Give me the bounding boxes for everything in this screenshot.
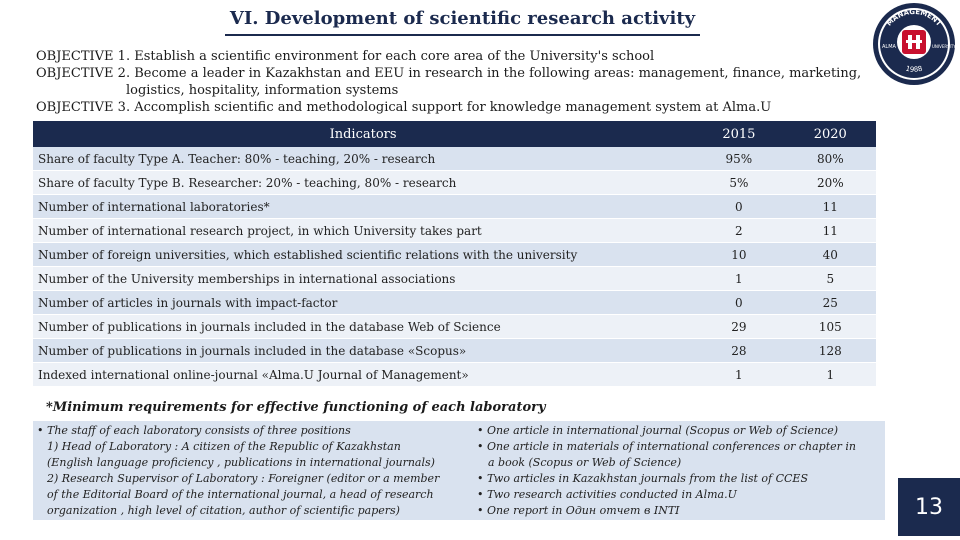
title-underline: [225, 34, 700, 36]
row-2020: 11: [785, 219, 876, 243]
objectives-list: [36, 48, 876, 116]
row-2015: 0: [693, 195, 784, 219]
row-indicator: Number of publications in journals included in the database Web of Science: [33, 315, 693, 339]
note-line: • One article in materials of international conferences or chapter in: [477, 440, 857, 453]
header-2020: 2020: [785, 121, 876, 147]
row-2020: 11: [785, 195, 876, 219]
row-2015: 95%: [693, 147, 784, 171]
row-indicator: Number of the University memberships in international associations: [33, 267, 693, 291]
note-line: of the Editorial Board of the international journal, a head of research: [47, 488, 434, 501]
note-line: • One report in Один отчет в INTI: [477, 504, 680, 517]
row-2020: 5: [785, 267, 876, 291]
note-line: a book (Scopus or Web of Science): [488, 456, 682, 469]
row-2015: 2: [693, 219, 784, 243]
objective-2-continued: logistics, hospitality, information systems: [126, 83, 399, 98]
note-line: • Two articles in Kazakhstan journals from the list of CCES: [477, 472, 808, 485]
note-line: • One article in international journal (Scopus or Web of Science): [477, 424, 838, 437]
table-row: [33, 171, 876, 195]
svg-text:1988: [905, 65, 924, 74]
row-2015: 1: [693, 363, 784, 387]
row-2015: 29: [693, 315, 784, 339]
requirements-output-column: [477, 423, 882, 519]
objective-3: OBJECTIVE 3. Accomplish scientific and methodological support for knowledge management system at Alma.U: [36, 100, 772, 115]
requirements-staff-column: [37, 423, 477, 519]
header-indicators: Indicators: [33, 121, 693, 147]
table-header-row: [33, 121, 876, 147]
row-2015: 28: [693, 339, 784, 363]
row-indicator: Number of foreign universities, which established scientific relations with the university: [33, 243, 693, 267]
row-indicator: Share of faculty Type A. Teacher: 80% - teaching, 20% - research: [33, 147, 693, 171]
indicators-table: [33, 121, 876, 387]
row-indicator: Number of international laboratories*: [33, 195, 693, 219]
row-2020: 1: [785, 363, 876, 387]
table-row: [33, 267, 876, 291]
row-2015: 5%: [693, 171, 784, 195]
row-2015: 1: [693, 267, 784, 291]
row-2020: 20%: [785, 171, 876, 195]
row-2020: 80%: [785, 147, 876, 171]
table-row: [33, 195, 876, 219]
logo-text-top: MANAGEMENT: [885, 7, 943, 28]
university-logo: [872, 2, 956, 86]
logo-year: 1988: [904, 64, 924, 74]
objective-1: OBJECTIVE 1. Establish a scientific environment for each core area of the University's school: [36, 49, 655, 64]
note-line: (English language proficiency , publications in international journals): [47, 456, 435, 469]
table-row: [33, 219, 876, 243]
table-row: [33, 315, 876, 339]
page-title: VI. Development of scientific research activity: [229, 8, 696, 29]
row-2020: 105: [785, 315, 876, 339]
table-row: [33, 339, 876, 363]
header-2015: 2015: [693, 121, 784, 147]
logo-text-left: ALMA: [882, 44, 896, 50]
row-2015: 0: [693, 291, 784, 315]
row-2015: 10: [693, 243, 784, 267]
table-row: [33, 243, 876, 267]
note-line: 1) Head of Laboratory : A citizen of the Republic of Kazakhstan: [47, 440, 401, 453]
row-indicator: Indexed international online-journal «Alma.U Journal of Management»: [33, 363, 693, 387]
table-row: [33, 291, 876, 315]
page-number: 13: [898, 478, 960, 536]
note-line: • Two research activities conducted in Alma.U: [477, 488, 737, 501]
requirements-box: [33, 421, 885, 520]
objective-2: OBJECTIVE 2. Become a leader in Kazakhstan and EEU in research in the following areas: management, finance, marketing,: [36, 66, 862, 81]
row-2020: 25: [785, 291, 876, 315]
table-row: [33, 363, 876, 387]
minimum-requirements-heading: *Minimum requirements for effective functioning of each laboratory: [46, 400, 546, 415]
note-line: organization , high level of citation, author of scientific papers): [47, 504, 400, 517]
table-row: [33, 147, 876, 171]
row-2020: 40: [785, 243, 876, 267]
row-indicator: Share of faculty Type B. Researcher: 20% - teaching, 80% - research: [33, 171, 693, 195]
row-indicator: Number of international research project, in which University takes part: [33, 219, 693, 243]
note-line: 2) Research Supervisor of Laboratory : Foreigner (editor or a member: [47, 472, 440, 485]
logo-text-right: UNIVERSITY: [932, 44, 956, 49]
row-indicator: Number of publications in journals included in the database «Scopus»: [33, 339, 693, 363]
note-line: • The staff of each laboratory consists of three positions: [37, 424, 351, 437]
row-2020: 128: [785, 339, 876, 363]
row-indicator: Number of articles in journals with impact-factor: [33, 291, 693, 315]
